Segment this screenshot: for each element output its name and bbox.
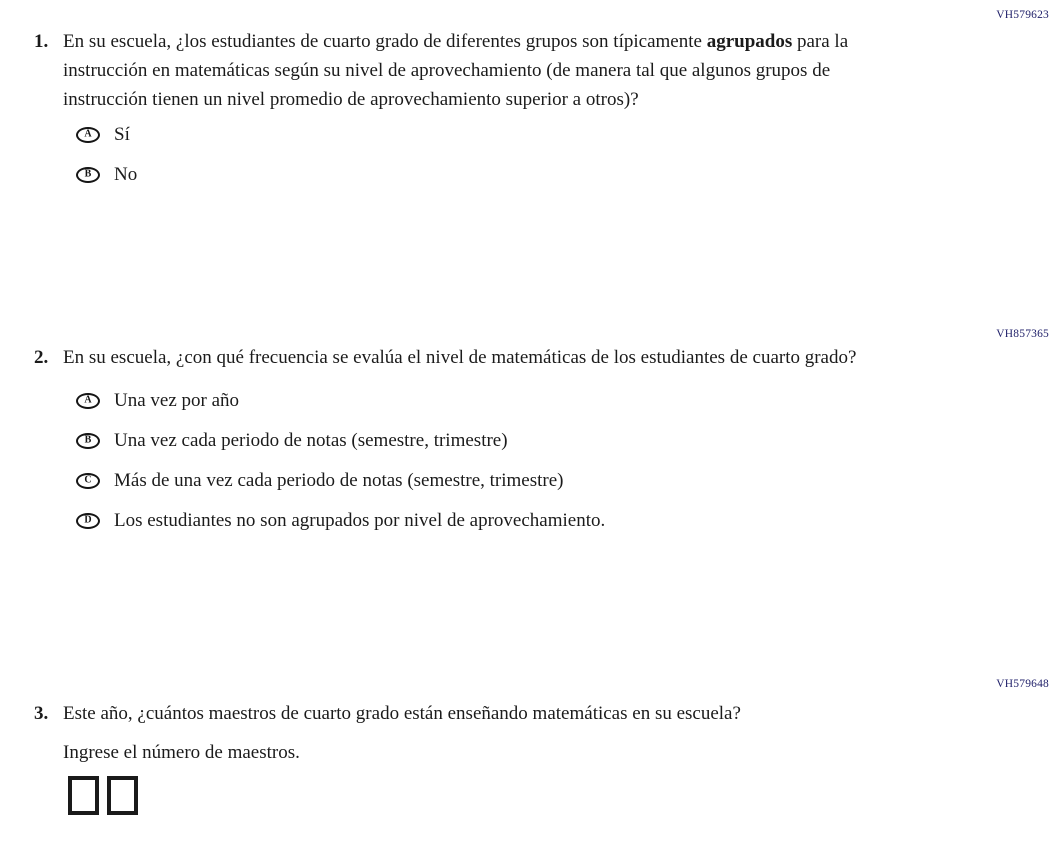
question-prompt: Este año, ¿cuántos maestros de cuarto grado están enseñando matemáticas en su escuela?	[63, 703, 741, 724]
option-label: No	[114, 164, 138, 185]
bubble-letter: C	[84, 474, 92, 485]
answer-bubble-d-icon[interactable]	[76, 513, 100, 529]
option-a[interactable]	[76, 386, 1061, 415]
question-1	[0, 8, 1061, 200]
answer-bubble-a-icon[interactable]	[76, 393, 100, 409]
digit-entry-box-2[interactable]	[107, 776, 138, 815]
question-number: 1.	[34, 31, 49, 52]
option-d[interactable]	[76, 506, 1061, 535]
option-b[interactable]	[76, 160, 1061, 189]
answer-bubble-b-icon[interactable]	[76, 167, 100, 183]
item-id-code: VH579648	[996, 678, 1049, 690]
number-entry-boxes	[0, 776, 1061, 815]
bubble-letter: A	[84, 128, 92, 139]
option-label: Una vez cada periodo de notas (semestre, trimestre)	[114, 430, 508, 451]
question-number: 3.	[34, 703, 49, 724]
question-2-options	[0, 386, 1061, 535]
item-id-code: VH857365	[996, 328, 1049, 340]
answer-bubble-a-icon[interactable]	[76, 127, 100, 143]
question-1-options	[0, 120, 1061, 189]
answer-bubble-b-icon[interactable]	[76, 433, 100, 449]
item-id-code: VH579623	[996, 9, 1049, 21]
question-2-prompt-row	[0, 343, 1061, 372]
bubble-letter: A	[84, 394, 92, 405]
entry-instruction: Ingrese el número de maestros.	[63, 742, 300, 763]
bubble-letter: B	[84, 168, 92, 179]
answer-bubble-c-icon[interactable]	[76, 473, 100, 489]
question-number: 2.	[34, 347, 49, 368]
question-3-prompt-row	[0, 699, 1061, 728]
prompt-bold-term: agrupados	[706, 31, 793, 52]
prompt-text-end: para la instrucción en matemáticas según su nivel de aprovechamiento (de manera tal que algunos grupos de instrucción tienen un nivel promedio de aprovechamiento superior a otros)?	[63, 31, 849, 110]
option-c[interactable]	[76, 466, 1061, 495]
option-label: Una vez por año	[114, 390, 240, 411]
option-a[interactable]	[76, 120, 1061, 149]
question-1-prompt-row	[0, 27, 1061, 114]
question-2	[0, 327, 1061, 546]
question-prompt	[63, 27, 881, 114]
bubble-letter: B	[84, 434, 92, 445]
option-b[interactable]	[76, 426, 1061, 455]
option-label: Sí	[114, 124, 130, 145]
question-3	[0, 677, 1061, 815]
prompt-text-start: En su escuela, ¿los estudiantes de cuarto grado de diferentes grupos son típicamente	[63, 31, 707, 52]
option-label: Más de una vez cada periodo de notas (semestre, trimestre)	[114, 470, 564, 491]
bubble-letter: D	[84, 514, 92, 525]
question-prompt: En su escuela, ¿con qué frecuencia se evalúa el nivel de matemáticas de los estudiantes de cuarto grado?	[63, 347, 857, 368]
digit-entry-box-1[interactable]	[68, 776, 99, 815]
option-label: Los estudiantes no son agrupados por nivel de aprovechamiento.	[114, 510, 606, 531]
